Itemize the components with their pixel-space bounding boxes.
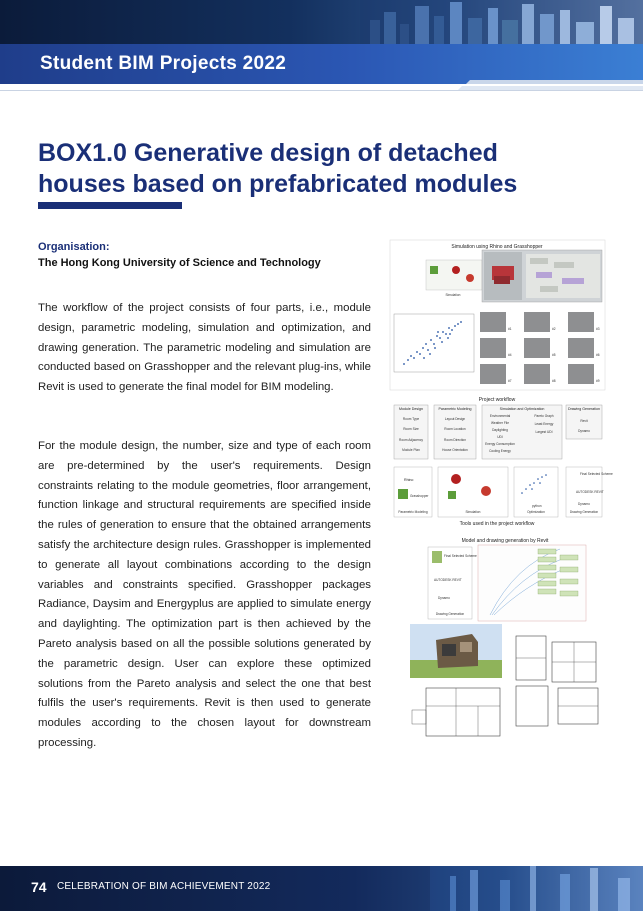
workflow-caption: Project workflow: [478, 397, 516, 403]
dynamo-logo-text: Dynamo: [578, 502, 590, 506]
drawing-figure: [408, 622, 608, 742]
workflow-item: Revit: [580, 419, 588, 423]
city-skyline-image: [360, 0, 643, 44]
option-label-7: #7: [508, 379, 512, 383]
workflow-item: Pareto Graph: [534, 414, 554, 418]
workflow-col2-title: Parametric Modeling: [438, 407, 472, 411]
workflow-figure: [390, 395, 613, 529]
revit-final-scheme: Final Selected Scheme: [444, 554, 477, 558]
option-label-4: #4: [508, 353, 512, 357]
rhino-logo-text: Rhino: [404, 478, 414, 482]
tools-caption: Tools used in the project workflow: [459, 521, 535, 527]
simulation-figure: [390, 240, 605, 390]
option-label-5: #5: [552, 353, 556, 357]
workflow-item: Weather File: [490, 421, 510, 425]
tool-label: Drawing Generation: [569, 510, 599, 514]
workflow-item: Room Location: [444, 427, 466, 431]
title-underline: [38, 202, 182, 209]
workflow-col4-title: Drawing Generation: [568, 407, 600, 411]
option-label-8: #8: [552, 379, 556, 383]
workflow-item: Least Energy: [534, 422, 554, 426]
workflow-item: Room Direction: [444, 438, 466, 442]
dynamo-logo: Dynamo: [438, 596, 450, 600]
footer-skyline-image: [430, 866, 643, 911]
header-divider: [0, 90, 643, 91]
simulation-sublabel: Simulation: [445, 293, 461, 297]
option-label-9: #9: [596, 379, 600, 383]
option-label-2: #2: [552, 327, 556, 331]
workflow-item: Largest UDI: [535, 430, 553, 434]
workflow-item: Room Type: [402, 417, 420, 421]
workflow-item: Room Adjacency: [399, 438, 423, 442]
tool-label: Simulation: [465, 510, 481, 514]
workflow-item: House Orientation: [442, 448, 468, 452]
tool-label: Optimization: [527, 510, 545, 514]
revit-figure: [420, 535, 590, 621]
page-number: 74: [31, 879, 47, 895]
workflow-col3-title: Simulation and Optimization: [499, 407, 545, 411]
workflow-item: Layout Design: [444, 417, 466, 421]
python-logo-text: python: [532, 504, 542, 508]
workflow-item: Dynamo: [578, 429, 590, 433]
workflow-item: Energy Consumption: [485, 442, 515, 446]
workflow-item: Daylighting: [492, 428, 508, 432]
header-banner: [0, 0, 643, 44]
workflow-item: Module Plan: [402, 448, 420, 452]
option-label-3: #3: [596, 327, 600, 331]
workflow-col1-title: Module Design: [399, 407, 423, 411]
section-title: Student BIM Projects 2022: [40, 53, 287, 74]
footer: [0, 866, 643, 911]
revit-logo-text: AUTODESK REVIT: [576, 490, 604, 494]
revit-caption: Model and drawing generation by Revit: [461, 538, 549, 544]
workflow-item: Environmental: [489, 414, 511, 418]
revit-logo: AUTODESK REVIT: [434, 578, 462, 582]
section-banner: [0, 44, 643, 84]
workflow-item: UDI: [497, 435, 503, 439]
footer-text: CELEBRATION OF BIM ACHIEVEMENT 2022: [57, 881, 271, 892]
workflow-item: Cooling Energy: [489, 449, 511, 453]
header-stripe-decoration: [440, 80, 643, 94]
simulation-caption: Simulation using Rhino and Grasshopper: [451, 244, 543, 250]
organisation-label: Organisation:: [38, 241, 110, 253]
body-paragraph-2: For the module design, the number, size and type of each room are pre-determined by the user's requirements. Design constraints relating to the module geometries, floor arrangement, function linkage and structural requirements are specified inside the rules of generation to ensure that the obtained arrangements satisfy the architecture design rules. Grasshopper is implemented to generate all layout combinations according to the design variables and constraints specified. Grasshopper packages Radiance, Daysim and Energyplus are applied to simulate energy and daylighting. The optimization part is then achieved by the Pareto analysis based on all the possible solutions generated by the parametric design. User can explore these optimized solutions from the Pareto analysis and select the one that best fulfils the user's requirements. Revit is then used to generate modules according to the chosen layout for downstream processing.: [38, 440, 371, 749]
revit-drawing-label: Drawing Generation: [435, 612, 465, 616]
tool-label: Parametric Modeling: [398, 510, 428, 514]
grasshopper-label: Grasshopper: [410, 494, 429, 498]
workflow-item: Room Size: [403, 427, 419, 431]
option-label-1: #1: [508, 327, 512, 331]
organisation-name: The Hong Kong University of Science and Technology: [38, 257, 321, 269]
body-paragraph-1: The workflow of the project consists of four parts, i.e., module design, parametric modeling, simulation and optimization, and drawing generation. The parametric modeling and simulation are conducted based on Grasshopper and the relevant plug-ins, while Revit is used to generate the final model for BIM modeling.: [38, 302, 371, 394]
project-title: BOX1.0 Generative design of detached houses based on prefabricated modules: [38, 139, 518, 198]
final-scheme-label: Final Selected Scheme: [580, 472, 613, 476]
option-label-6: #6: [596, 353, 600, 357]
